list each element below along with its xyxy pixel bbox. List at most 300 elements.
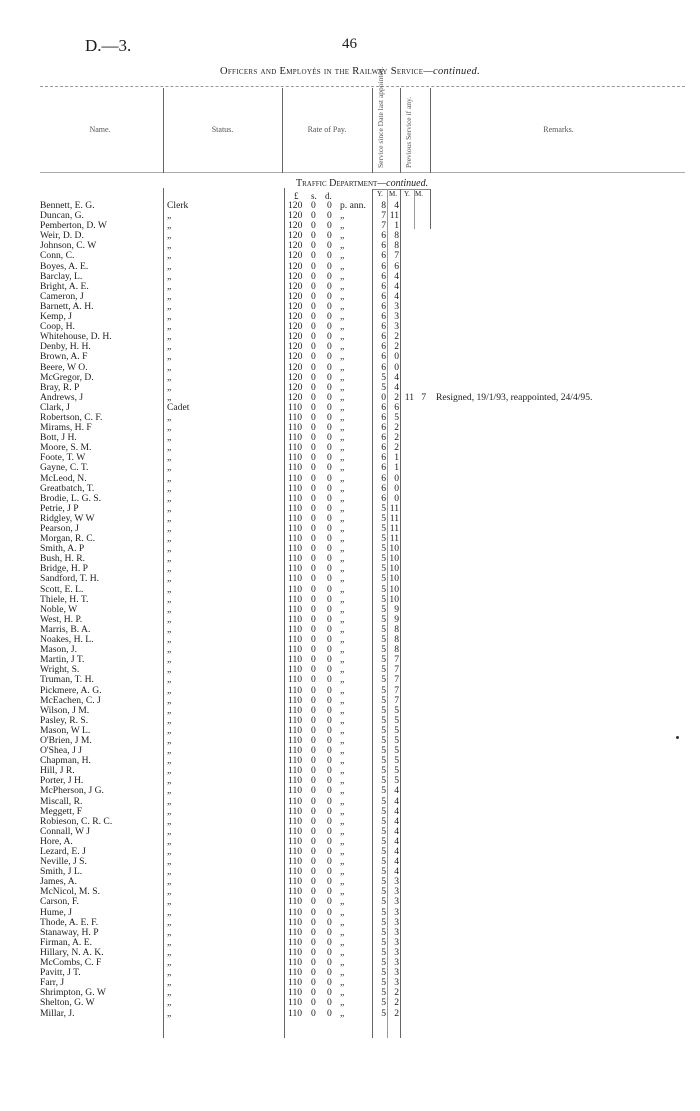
cell-name: Johnson, C. W <box>40 240 97 252</box>
cell-name: Mirams, H. F <box>40 422 92 434</box>
cell-status: „ <box>167 563 172 575</box>
cell-shillings: 0 <box>311 583 316 595</box>
cell-name: Smith, A. P <box>40 543 85 555</box>
cell-service-years: 5 <box>381 765 386 777</box>
cell-service-years: 5 <box>381 714 386 726</box>
table-row <box>0 312 700 322</box>
table-row <box>0 928 700 938</box>
cell-service-years: 5 <box>381 563 386 575</box>
cell-period: „ <box>340 815 345 827</box>
cell-pounds: 110 <box>288 563 303 575</box>
cell-pounds: 110 <box>288 825 303 837</box>
cell-status: „ <box>167 462 172 474</box>
cell-status: „ <box>167 250 172 262</box>
cell-pence: 0 <box>327 240 332 252</box>
cell-status: „ <box>167 240 172 252</box>
cell-shillings: 0 <box>311 270 316 282</box>
cell-service-months: 5 <box>394 411 399 423</box>
cell-shillings: 0 <box>311 815 316 827</box>
cell-pounds: 110 <box>288 502 303 514</box>
table-row <box>0 847 700 857</box>
cell-status: „ <box>167 694 172 706</box>
cell-service-years: 6 <box>381 422 386 434</box>
cell-status: „ <box>167 331 172 343</box>
cell-shillings: 0 <box>311 936 316 948</box>
cell-period: „ <box>340 664 345 676</box>
cell-shillings: 0 <box>311 502 316 514</box>
cell-pounds: 120 <box>288 371 303 383</box>
cell-service-years: 5 <box>381 785 386 797</box>
cell-pounds: 110 <box>288 613 303 625</box>
table-row <box>0 241 700 251</box>
cell-pence: 0 <box>327 1007 332 1019</box>
cell-shillings: 0 <box>311 866 316 878</box>
cell-status: „ <box>167 361 172 373</box>
cell-pounds: 110 <box>288 866 303 878</box>
cell-service-years: 6 <box>381 260 386 272</box>
cell-service-months: 0 <box>394 472 399 484</box>
cell-status: „ <box>167 300 172 312</box>
cell-shillings: 0 <box>311 846 316 857</box>
table-row <box>0 564 700 574</box>
cell-shillings: 0 <box>311 946 316 958</box>
table-row <box>0 797 700 807</box>
cell-service-months: 2 <box>394 391 399 403</box>
cell-shillings: 0 <box>311 492 316 504</box>
cell-name: Thiele, H. T. <box>40 593 89 605</box>
table-row <box>0 968 700 978</box>
cell-pounds: 110 <box>288 533 303 545</box>
table-row <box>0 837 700 847</box>
cell-service-years: 5 <box>381 371 386 383</box>
cell-service-months: 10 <box>389 553 399 565</box>
cell-pounds: 110 <box>288 472 303 484</box>
cell-service-months: 11 <box>389 533 399 545</box>
cell-status: „ <box>167 866 172 878</box>
cell-name: Robieson, C. R. C. <box>40 815 113 827</box>
cell-name: McCombs, C. F <box>40 957 102 969</box>
cell-pounds: 110 <box>288 422 303 434</box>
cell-name: Conn, C. <box>40 250 75 262</box>
cell-service-months: 7 <box>394 654 399 666</box>
cell-service-years: 6 <box>381 240 386 252</box>
table-row <box>0 918 700 928</box>
cell-service-months: 5 <box>394 745 399 757</box>
cell-pounds: 120 <box>288 391 303 403</box>
cell-service-years: 5 <box>381 734 386 746</box>
cell-name: McPherson, J G. <box>40 785 104 797</box>
cell-pounds: 120 <box>288 300 303 312</box>
cell-shillings: 0 <box>311 260 316 272</box>
cell-shillings: 0 <box>311 674 316 686</box>
cell-service-years: 6 <box>381 311 386 323</box>
table-row <box>0 433 700 443</box>
cell-shillings: 0 <box>311 775 316 787</box>
table-row <box>0 413 700 423</box>
cell-period: „ <box>340 341 345 353</box>
cell-period: „ <box>340 704 345 716</box>
cell-status: „ <box>167 967 172 979</box>
cell-pence: 0 <box>327 210 332 222</box>
cell-status: „ <box>167 997 172 1009</box>
cell-service-years: 6 <box>381 341 386 353</box>
cell-pounds: 110 <box>288 482 303 494</box>
cell-service-years: 5 <box>381 634 386 646</box>
cell-pence: 0 <box>327 654 332 666</box>
table-row <box>0 554 700 564</box>
cell-pounds: 110 <box>288 815 303 827</box>
cell-period: „ <box>340 523 345 534</box>
cell-service-months: 3 <box>394 886 399 898</box>
cell-pounds: 110 <box>288 684 303 696</box>
cell-service-months: 1 <box>394 462 399 474</box>
cell-period: „ <box>340 957 345 969</box>
cell-service-months: 11 <box>389 523 399 534</box>
unit-pence: d. <box>325 191 332 201</box>
cell-pence: 0 <box>327 300 332 312</box>
cell-period: „ <box>340 351 345 363</box>
table-row <box>0 494 700 504</box>
cell-period: „ <box>340 381 345 393</box>
cell-status: „ <box>167 472 172 484</box>
cell-status: „ <box>167 411 172 423</box>
cell-pounds: 110 <box>288 967 303 979</box>
cell-shillings: 0 <box>311 361 316 373</box>
cell-shillings: 0 <box>311 442 316 454</box>
cell-shillings: 0 <box>311 452 316 464</box>
cell-status: „ <box>167 825 172 837</box>
cell-shillings: 0 <box>311 734 316 746</box>
cell-status: „ <box>167 856 172 868</box>
cell-shillings: 0 <box>311 997 316 1009</box>
cell-service-years: 5 <box>381 603 386 615</box>
table-row <box>0 393 700 403</box>
cell-period: „ <box>340 926 345 938</box>
cell-service-years: 5 <box>381 997 386 1009</box>
cell-shillings: 0 <box>311 634 316 646</box>
cell-pounds: 110 <box>288 1007 303 1019</box>
cell-name: Boyes, A. E. <box>40 260 89 272</box>
cell-pounds: 110 <box>288 553 303 565</box>
cell-status: „ <box>167 502 172 514</box>
cell-service-years: 5 <box>381 1007 386 1019</box>
cell-period: „ <box>340 371 345 383</box>
cell-status: „ <box>167 654 172 666</box>
cell-service-years: 5 <box>381 755 386 767</box>
cell-pounds: 120 <box>288 210 303 222</box>
cell-name: Noakes, H. L. <box>40 634 94 646</box>
cell-pence: 0 <box>327 543 332 555</box>
table-row <box>0 352 700 362</box>
cell-service-years: 5 <box>381 523 386 534</box>
cell-pounds: 110 <box>288 694 303 706</box>
cell-status: „ <box>167 533 172 545</box>
cell-status: „ <box>167 906 172 918</box>
cell-pence: 0 <box>327 755 332 767</box>
cell-period: „ <box>340 361 345 373</box>
cell-service-months: 5 <box>394 714 399 726</box>
section-title-tail: —continued. <box>377 178 429 189</box>
cell-service-years: 6 <box>381 230 386 242</box>
cell-pence: 0 <box>327 856 332 868</box>
cell-pence: 0 <box>327 765 332 777</box>
cell-service-months: 11 <box>389 512 399 524</box>
cell-service-months: 8 <box>394 623 399 635</box>
cell-pence: 0 <box>327 866 332 878</box>
cell-shillings: 0 <box>311 603 316 615</box>
cell-shillings: 0 <box>311 926 316 938</box>
cell-status: „ <box>167 210 172 222</box>
cell-pence: 0 <box>327 492 332 504</box>
table-row <box>0 221 700 231</box>
cell-status: „ <box>167 492 172 504</box>
cell-service-months: 1 <box>394 452 399 464</box>
table-top-rule <box>40 86 685 87</box>
cell-period: „ <box>340 260 345 272</box>
cell-pence: 0 <box>327 674 332 686</box>
cell-shillings: 0 <box>311 765 316 777</box>
cell-pounds: 110 <box>288 674 303 686</box>
cell-pence: 0 <box>327 896 332 908</box>
cell-status: „ <box>167 957 172 969</box>
cell-pence: 0 <box>327 230 332 242</box>
cell-pounds: 110 <box>288 926 303 938</box>
cell-status: „ <box>167 482 172 494</box>
cell-name: Hillary, N. A. K. <box>40 946 104 958</box>
cell-name: Truman, T. H. <box>40 674 94 686</box>
cell-name: Denby, H. H. <box>40 341 91 353</box>
cell-shillings: 0 <box>311 200 316 211</box>
cell-service-months: 0 <box>394 482 399 494</box>
cell-period: „ <box>340 714 345 726</box>
cell-service-years: 5 <box>381 613 386 625</box>
cell-period: „ <box>340 512 345 524</box>
table-row <box>0 534 700 544</box>
cell-service-years: 6 <box>381 250 386 262</box>
cell-service-months: 3 <box>394 936 399 948</box>
cell-service-years: 5 <box>381 896 386 908</box>
table-row <box>0 716 700 726</box>
cell-pence: 0 <box>327 623 332 635</box>
cell-pence: 0 <box>327 401 332 413</box>
cell-service-months: 4 <box>394 805 399 817</box>
cell-period: „ <box>340 916 345 928</box>
cell-shillings: 0 <box>311 876 316 888</box>
cell-service-months: 8 <box>394 634 399 646</box>
cell-pounds: 120 <box>288 230 303 242</box>
cell-period: p. ann. <box>340 200 366 211</box>
cell-service-years: 5 <box>381 775 386 787</box>
cell-service-months: 7 <box>394 684 399 696</box>
cell-service-years: 0 <box>381 391 386 403</box>
cell-name: Brodie, L. G. S. <box>40 492 102 504</box>
cell-name: Marris, B. A. <box>40 623 91 635</box>
cell-pounds: 110 <box>288 603 303 615</box>
table-row <box>0 776 700 786</box>
cell-service-years: 5 <box>381 704 386 716</box>
cell-period: „ <box>340 432 345 444</box>
cell-name: Pemberton, D. W <box>40 220 107 232</box>
cell-service-years: 5 <box>381 684 386 696</box>
cell-name: Cameron, J <box>40 290 84 302</box>
cell-service-months: 9 <box>394 603 399 615</box>
cell-status: „ <box>167 452 172 464</box>
cell-period: „ <box>340 644 345 656</box>
cell-status: „ <box>167 775 172 787</box>
cell-pounds: 110 <box>288 724 303 736</box>
cell-pounds: 110 <box>288 644 303 656</box>
cell-name: Duncan, G. <box>40 210 84 222</box>
cell-name: Kemp, J <box>40 311 72 323</box>
cell-pence: 0 <box>327 523 332 534</box>
cell-shillings: 0 <box>311 856 316 868</box>
cell-name: McLeod, N. <box>40 472 87 484</box>
cell-shillings: 0 <box>311 724 316 736</box>
cell-service-months: 4 <box>394 200 399 211</box>
cell-shillings: 0 <box>311 240 316 252</box>
cell-period: „ <box>340 422 345 434</box>
cell-status: „ <box>167 896 172 908</box>
cell-shillings: 0 <box>311 472 316 484</box>
cell-pence: 0 <box>327 724 332 736</box>
cell-shillings: 0 <box>311 300 316 312</box>
cell-status: „ <box>167 876 172 888</box>
cell-name: James, A. <box>40 876 78 888</box>
cell-pence: 0 <box>327 472 332 484</box>
cell-status: „ <box>167 311 172 323</box>
cell-shillings: 0 <box>311 977 316 989</box>
cell-name: Carson, F. <box>40 896 79 908</box>
cell-pence: 0 <box>327 563 332 575</box>
cell-pounds: 110 <box>288 462 303 474</box>
cell-pounds: 110 <box>288 946 303 958</box>
cell-pence: 0 <box>327 583 332 595</box>
cell-status: „ <box>167 714 172 726</box>
cell-period: „ <box>340 906 345 918</box>
cell-shillings: 0 <box>311 593 316 605</box>
cell-shillings: 0 <box>311 351 316 363</box>
cell-name: Shelton, G. W <box>40 997 95 1009</box>
cell-pence: 0 <box>327 452 332 464</box>
cell-period: „ <box>340 543 345 555</box>
cell-service-months: 3 <box>394 946 399 958</box>
table-row <box>0 887 700 897</box>
cell-name: Robertson, C. F. <box>40 411 103 423</box>
cell-name: Sandford, T. H. <box>40 573 100 585</box>
table-row <box>0 908 700 918</box>
cell-service-months: 9 <box>394 613 399 625</box>
cell-name: Bott, J H. <box>40 432 77 444</box>
cell-period: „ <box>340 401 345 413</box>
cell-service-months: 10 <box>389 563 399 575</box>
table-body <box>0 201 700 1019</box>
cell-name: Scott, E. L. <box>40 583 84 595</box>
table-row <box>0 696 700 706</box>
cell-service-months: 8 <box>394 230 399 242</box>
cell-status: „ <box>167 270 172 282</box>
cell-shillings: 0 <box>311 391 316 403</box>
cell-shillings: 0 <box>311 795 316 807</box>
cell-shillings: 0 <box>311 553 316 565</box>
cell-name: Morgan, R. C. <box>40 533 95 545</box>
cell-previous-months: 7 <box>421 391 426 403</box>
cell-pounds: 110 <box>288 805 303 817</box>
cell-status: „ <box>167 603 172 615</box>
cell-service-months: 3 <box>394 926 399 938</box>
cell-name: Bennett, E. G. <box>40 200 95 211</box>
cell-period: „ <box>340 492 345 504</box>
cell-shillings: 0 <box>311 462 316 474</box>
cell-name: Bray, R. P <box>40 381 80 393</box>
cell-service-months: 5 <box>394 704 399 716</box>
cell-name: Noble, W <box>40 603 78 615</box>
cell-service-months: 2 <box>394 331 399 343</box>
cell-shillings: 0 <box>311 704 316 716</box>
cell-shillings: 0 <box>311 210 316 222</box>
cell-name: Pavitt, J T. <box>40 967 81 979</box>
cell-status: „ <box>167 623 172 635</box>
cell-status: „ <box>167 674 172 686</box>
cell-pence: 0 <box>327 613 332 625</box>
cell-shillings: 0 <box>311 523 316 534</box>
cell-shillings: 0 <box>311 835 316 847</box>
column-header-status: Status. <box>211 125 234 134</box>
cell-shillings: 0 <box>311 916 316 928</box>
table-row <box>0 948 700 958</box>
cell-pounds: 110 <box>288 987 303 999</box>
cell-name: Chapman, H. <box>40 755 91 767</box>
cell-pence: 0 <box>327 573 332 585</box>
cell-name: Greatbatch, T. <box>40 482 95 494</box>
cell-shillings: 0 <box>311 805 316 817</box>
cell-shillings: 0 <box>311 341 316 353</box>
cell-name: Coop, H. <box>40 321 75 333</box>
cell-service-months: 3 <box>394 906 399 918</box>
table-row <box>0 272 700 282</box>
cell-period: „ <box>340 452 345 464</box>
table-row <box>0 302 700 312</box>
table-row <box>0 988 700 998</box>
cell-name: Gayne, C. T. <box>40 462 89 474</box>
cell-name: Ridgley, W W <box>40 512 95 524</box>
cell-pence: 0 <box>327 593 332 605</box>
cell-pence: 0 <box>327 775 332 787</box>
cell-pence: 0 <box>327 351 332 363</box>
table-row <box>0 463 700 473</box>
cell-service-months: 5 <box>394 734 399 746</box>
cell-status: „ <box>167 260 172 272</box>
table-row <box>0 655 700 665</box>
cell-shillings: 0 <box>311 684 316 696</box>
cell-period: „ <box>340 805 345 817</box>
cell-service-years: 5 <box>381 957 386 969</box>
cell-period: „ <box>340 694 345 706</box>
cell-pounds: 110 <box>288 896 303 908</box>
table-row <box>0 736 700 746</box>
cell-pence: 0 <box>327 704 332 716</box>
cell-service-months: 4 <box>394 280 399 292</box>
cell-pence: 0 <box>327 745 332 757</box>
cell-service-months: 4 <box>394 795 399 807</box>
cell-name: Barclay, L. <box>40 270 83 282</box>
cell-pence: 0 <box>327 311 332 323</box>
cell-name: McEachen, C. J <box>40 694 101 706</box>
table-row <box>0 292 700 302</box>
cell-status: „ <box>167 321 172 333</box>
cell-period: „ <box>340 987 345 999</box>
cell-period: „ <box>340 250 345 262</box>
table-row <box>0 786 700 796</box>
